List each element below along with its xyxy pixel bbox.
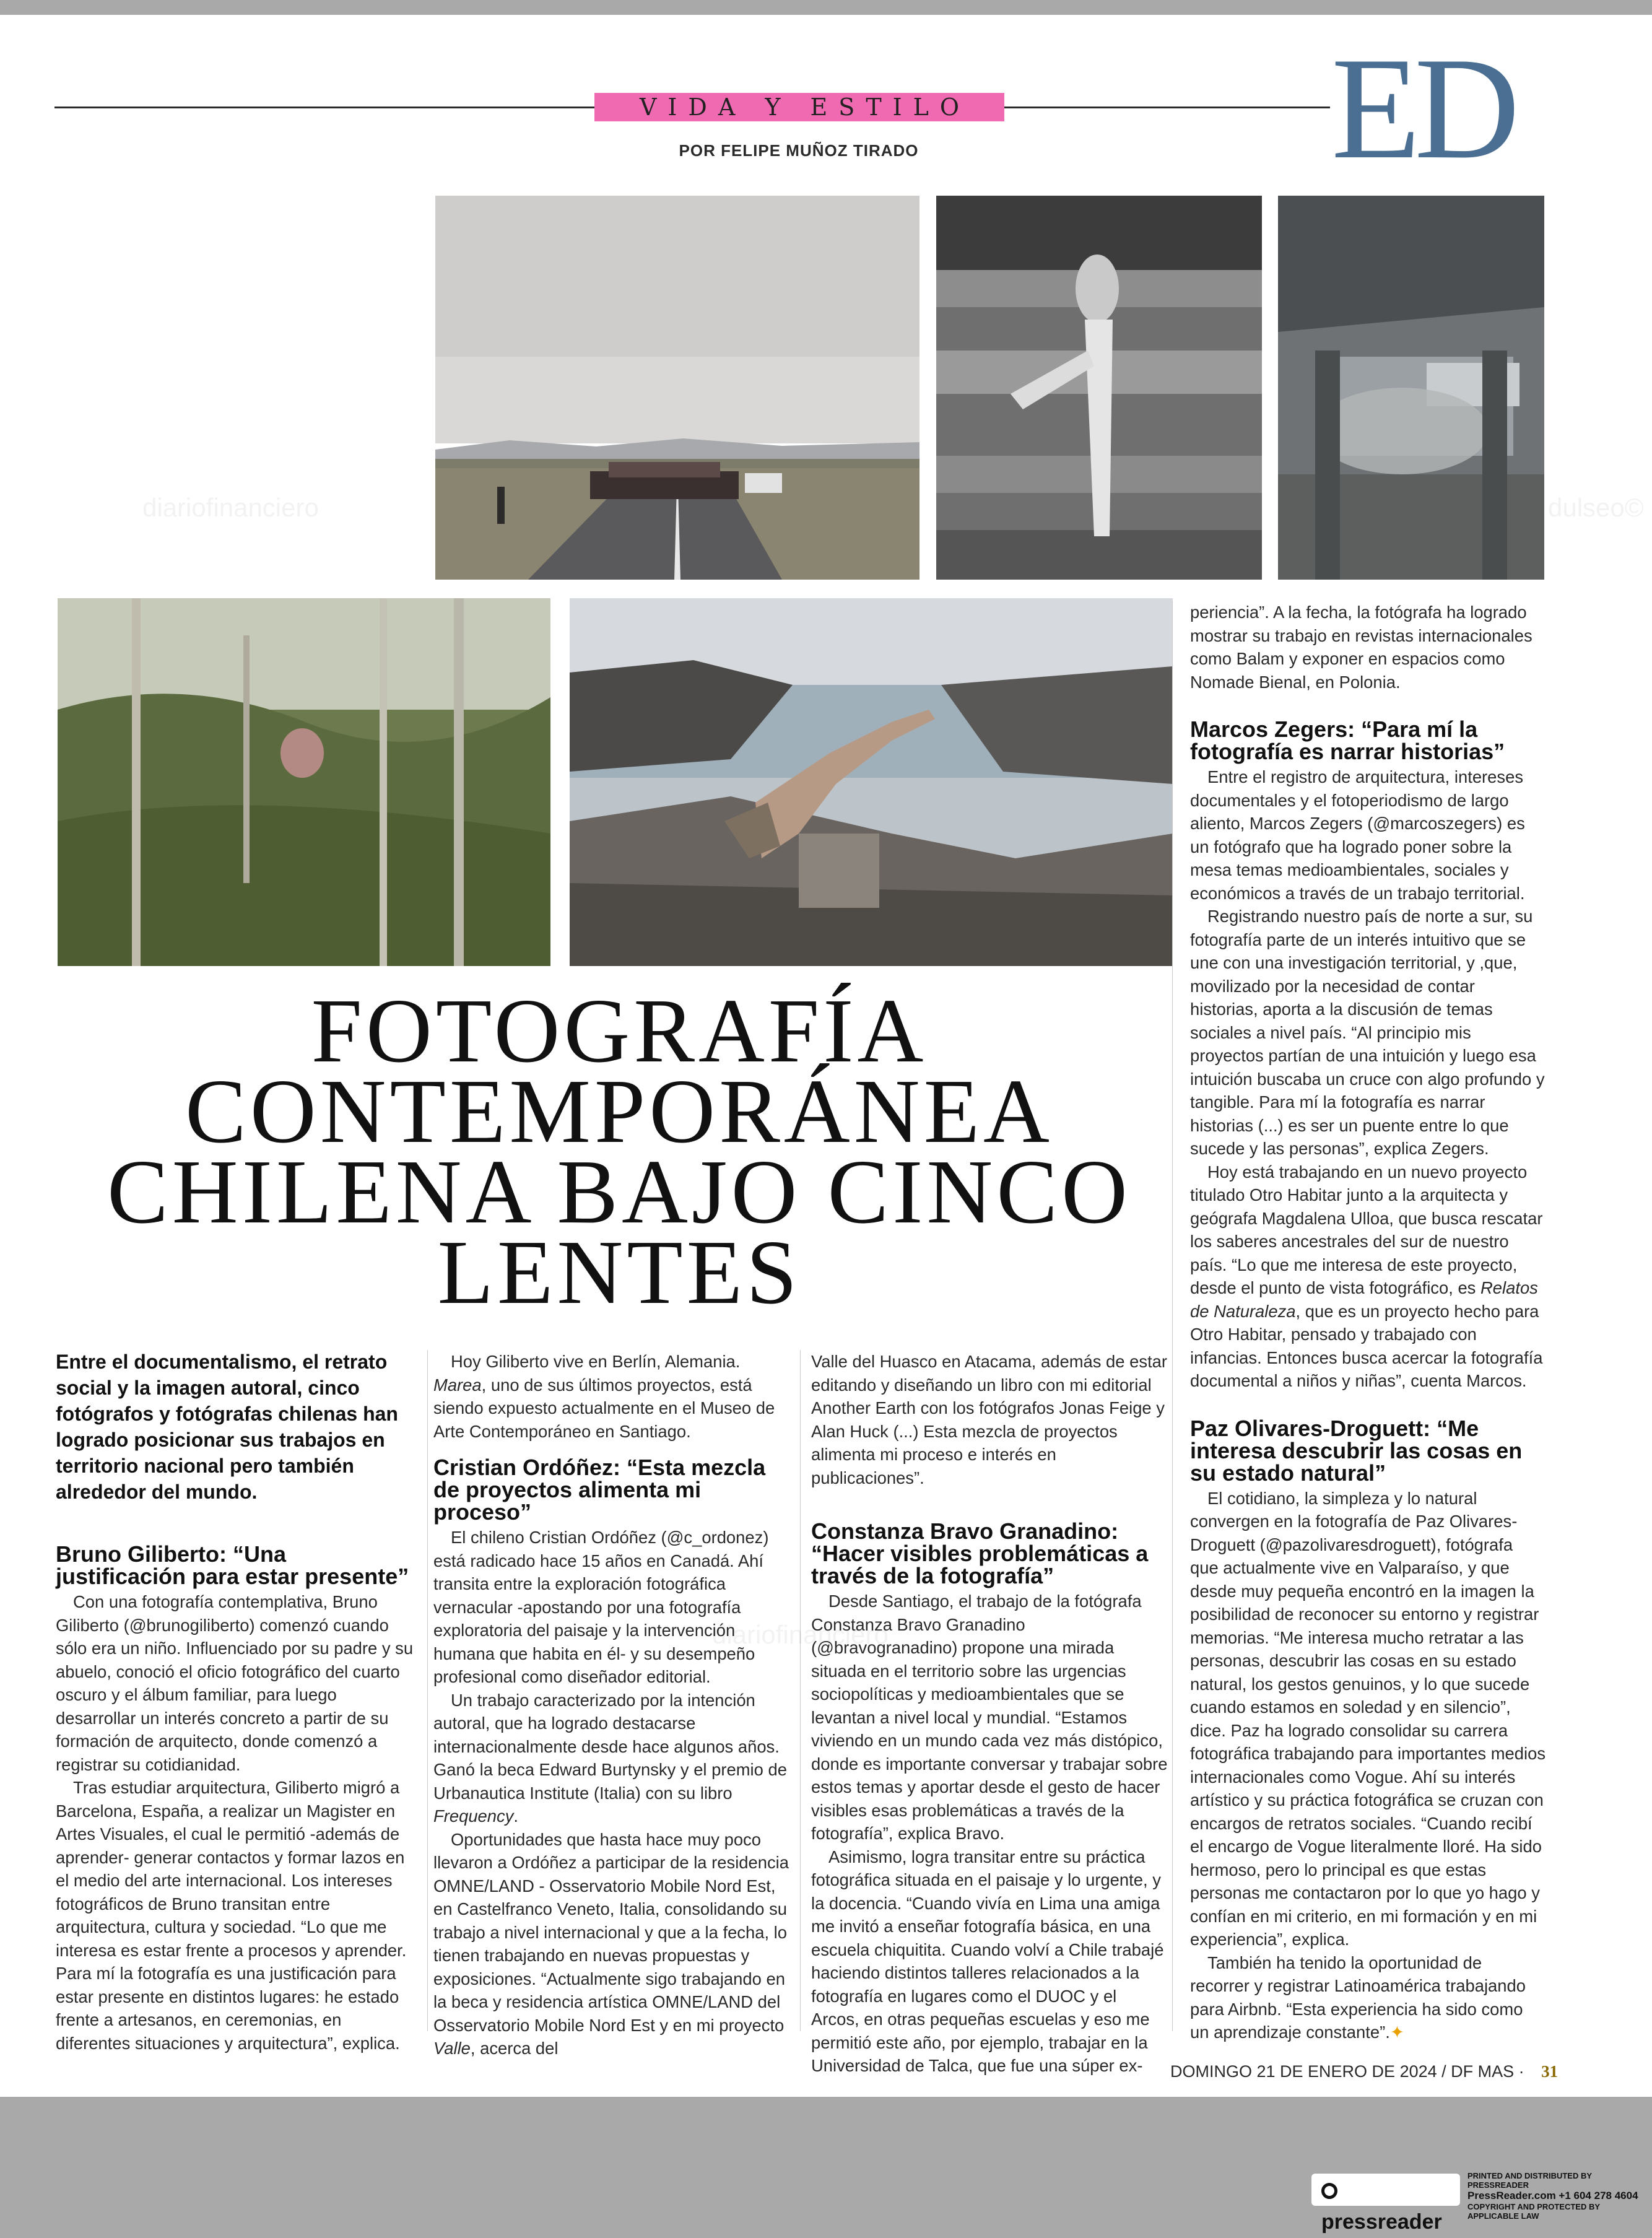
text-run: , uno de sus últimos proyectos, está siendo expuesto actualmente en el Museo de Arte Contemporáneo en Santiago. bbox=[433, 1375, 775, 1441]
body-paragraph bbox=[433, 1828, 790, 2060]
body-paragraph: Asimismo, logra transitar entre su práctica fotográfica situada en el paisaje y lo urgente, y la docencia. “Cuando vivía en Lima una amiga me invitó a enseñar fotografía básica, en una escuela chiquitita. Cuando volví a Chile trabajé haciendo distintos talleres relacionados a la fotografía en lugares como el DUOC y el Arcos, en otras pequeñas escuelas y eso me permitió este año, por ejemplo, trabajar en la Universidad de Talca, que fue una súper ex- bbox=[811, 1847, 1164, 2075]
byline: POR FELIPE MUÑOZ TIRADO bbox=[679, 141, 919, 160]
text-run: Oportunidades que hasta hace muy poco llevaron a Ordóñez a participar de la residencia OMNE/LAND - Osservatorio Mobile Nord Est, en Castelfranco Veneto, Italia, consolidando su trabajo a nivel internacional y que a la fecha, lo tienen trabajando en nuevas propuestas y exposiciones. “Actualmente sigo trabajando en la beca y residencia artística OMNE/LAND del Osservatorio Mobile Nord Est y en mi proyecto bbox=[433, 1829, 789, 2035]
body-paragraph: Con una fotografía contemplativa, Bruno Giliberto (@brunogiliberto) comenzó cuando sólo era un niño. Influenciado por su padre y su abuelo, conoció el oficio fotográfico del cuarto oscuro y el álbum familiar, para luego desarrollar un interés concreto a partir de su formación de arquitecto, donde comenzó a registrar su cotidianidad. bbox=[56, 1592, 414, 1774]
section-name: / DF MAS · bbox=[1441, 2062, 1524, 2081]
section-heading-ordonez: Cristian Ordóñez: “Esta mezcla de proyectos alimenta mi proceso” bbox=[433, 1455, 766, 1525]
body-paragraph bbox=[433, 1689, 790, 1828]
photo-forest bbox=[58, 598, 550, 966]
magazine-logo: ED bbox=[1331, 28, 1514, 189]
top-border bbox=[0, 0, 1652, 15]
column-2 bbox=[433, 1350, 790, 2060]
end-mark-icon: ✦ bbox=[1389, 2022, 1404, 2042]
body-paragraph: Valle del Huasco en Atacama, además de estar editando y diseñando un libro con mi editorial Another Earth con los fotógrafos Jonas Feige y Alan Huck (...) Esta mezcla de proyectos alimenta mi proceso e interés en publicaciones”. bbox=[811, 1352, 1168, 1487]
headline bbox=[93, 980, 1146, 1323]
pressreader-line: PRINTED AND DISTRIBUTED BY PRESSREADER bbox=[1467, 2171, 1592, 2190]
issue-date: DOMINGO 21 DE ENERO DE 2024 bbox=[1170, 2062, 1437, 2081]
body-paragraph bbox=[433, 1350, 790, 1443]
section-heading-giliberto: Bruno Giliberto: “Una justificación para estar presente” bbox=[56, 1541, 409, 1589]
body-paragraph: Desde Santiago, el trabajo de la fotógrafa Constanza Bravo Granadino (@bravogranadino) propone una mirada situada en el territorio sobre las urgencias sociopolíticas y medioambientales que se levantan a nivel local y mundial. “Estamos viviendo en un mundo cada vez más distópico, donde es importante conversar y trabajar sobre estos temas y aportar desde el gesto de hacer visibles esas problemáticas a través de la fotografía”, explica Bravo. bbox=[811, 1591, 1168, 1843]
pressreader-wordmark: pressreader bbox=[1321, 2210, 1442, 2234]
text-run: Un trabajo caracterizado por la intención autoral, que ha logrado destacarse internacionalmente desde hace algunos años. Ganó la beca Edward Burtynsky y el premio de Urbanautica Institute (Italia) con su libro bbox=[433, 1690, 787, 1803]
pressreader-icon bbox=[1321, 2183, 1337, 2199]
headline-line-2: CONTEMPORÁNEA bbox=[185, 1061, 1053, 1162]
column-1 bbox=[56, 1349, 415, 2055]
page-number: 31 bbox=[1541, 2062, 1559, 2081]
photo-road-procession bbox=[435, 196, 919, 580]
headline-line-1: FOTOGRAFÍA bbox=[311, 980, 928, 1082]
pressreader-line: PressReader.com +1 604 278 4604 bbox=[1467, 2190, 1638, 2201]
lead-paragraph: Entre el documentalismo, el retrato social y la imagen autoral, cinco fotógrafos y fotógrafas chilenas han logrado posicionar sus trabajos en territorio nacional pero también alrededor del mundo. bbox=[56, 1351, 398, 1503]
italic-title: Relatos de Naturaleza bbox=[1190, 1278, 1538, 1321]
italic-title: Marea bbox=[433, 1375, 482, 1395]
italic-title: Valle bbox=[433, 2039, 471, 2058]
body-paragraph: Tras estudiar arquitectura, Giliberto migró a Barcelona, España, a realizar un Magister en Artes Visuales, el cual le permitió -además de aprender- generar contactos y formar lazos en el medio del arte internacional. Los intereses fotográficos de Bruno transitan entre arquitectura, cultura y sociedad. “Lo que me interesa es estar frente a procesos y aprender. Para mí la fotografía es una justificación para estar presente en distintos lugares: he estado frente a artesanos, en ceremonias, en diferentes situaciones y arquitectura”, explica. bbox=[56, 1778, 407, 2053]
section-heading-bravo: Constanza Bravo Granadino: “Hacer visibles problemáticas a través de la fotografía” bbox=[811, 1518, 1149, 1588]
section-tag: VIDA Y ESTILO bbox=[594, 93, 1004, 121]
body-paragraph: periencia”. A la fecha, la fotógrafa ha logrado mostrar su trabajo en revistas internacionales como Balam y exponer en espacios como Nomade Bienal, en Polonia. bbox=[1190, 603, 1532, 692]
watermark: diariofinanciero bbox=[712, 1620, 889, 1649]
pressreader-notice bbox=[1467, 2171, 1647, 2221]
column-divider bbox=[800, 1350, 801, 2031]
page-folio bbox=[1170, 2062, 1558, 2081]
column-4 bbox=[1190, 601, 1545, 2044]
body-paragraph: Registrando nuestro país de norte a sur, su fotografía parte de un interés intuitivo que se une con una investigación territorial, y ,que, movilizado por la necesidad de contar historias, aporta a la discusión de temas sociales a nivel país. “Al principio mis proyectos partían de una intuición y luego esa intuición buscaba un cruce con algo profundo y tangible. Para mí la fotografía es narrar historias (...) es ser un puente entre lo que sucede y las personas”, explica Zegers. bbox=[1190, 907, 1545, 1158]
text-run: , acerca del bbox=[470, 2039, 559, 2058]
pressreader-logo[interactable] bbox=[1311, 2174, 1460, 2234]
body-paragraph bbox=[1190, 1951, 1545, 2044]
photo-rocks-sea bbox=[570, 598, 1173, 966]
section-heading-olivares: Paz Olivares-Droguett: “Me interesa descubrir las cosas en su estado natural” bbox=[1190, 1415, 1523, 1486]
body-paragraph: El chileno Cristian Ordóñez (@c_ordonez) está radicado hace 15 años en Canadá. Ahí transita entre la exploración fotográfica vernacular -apostando por una fotografía exploratoria del paisaje y la intervención humana que habita en él- y su desempeño profesional como diseñador editorial. bbox=[433, 1528, 769, 1686]
section-heading-zegers: Marcos Zegers: “Para mí la fotografía es narrar historias” bbox=[1190, 716, 1505, 764]
headline-line-4: LENTES bbox=[437, 1222, 801, 1323]
text-run: Hoy Giliberto vive en Berlín, Alemania. bbox=[451, 1352, 741, 1371]
body-paragraph: El cotidiano, la simpleza y lo natural convergen en la fotografía de Paz Olivares-Droguett (@pazolivaresdroguett), fotógrafa que actualmente vive en Valparaíso, y que desde muy pequeña encontró en la imagen la posibilidad de reconocer su entorno y registrar memorias. “Me interesa mucho retratar a las personas, descubrir las cosas en su estado natural, los gestos genuinos, y lo que sucede cuando estamos en soledad y en silencio”, dice. Paz ha logrado consolidar su carrera fotográfica trabajando para importantes medios internacionales como Vogue. Ahí su interés artístico y su práctica fotográfica se cruzan con encargos de retratos sociales. “Cuando recibí el encargo de Vogue literalmente lloré. Ha sido hermoso, pero lo principal es que estas personas me contactaron por lo que yo hago y confían en mi criterio, en mi formación y en mi experiencia”, explica. bbox=[1190, 1488, 1546, 1949]
text-run: , que es un proyecto hecho para Otro Habitar, pensado y trabajado con infancias. Entonces busca acercar la fotografía documental a niños y niñas”, cuenta Marcos. bbox=[1190, 1301, 1543, 1390]
watermark: diariofinanciero bbox=[142, 493, 319, 522]
body-paragraph: Entre el registro de arquitectura, intereses documentales y el fotoperiodismo de largo aliento, Marcos Zegers (@marcoszegers) es un fotógrafo que ha logrado poner sobre la mesa temas medioambientales, sociales y económicos a través de un trabajo territorial. bbox=[1190, 767, 1525, 903]
text-run: También ha tenido la oportunidad de recorrer y registrar Latinoamérica trabajando para Airbnb. “Esta experiencia ha sido como un aprendizaje constante”. bbox=[1190, 1953, 1526, 2042]
italic-title: Frequency bbox=[433, 1806, 514, 1826]
headline-line-3: CHILENA BAJO CINCO bbox=[107, 1141, 1131, 1243]
column-divider bbox=[427, 1350, 428, 2031]
text-run: Hoy está trabajando en un nuevo proyecto titulado Otro Habitar junto a la arquitecta y geógrafa Magdalena Ulloa, que busca rescatar los saberes ancestrales del sur de nuestro país. “Lo que me interesa de este proyecto, desde el punto de vista fotográfico, es bbox=[1190, 1162, 1543, 1297]
watermark: dulseo© bbox=[1548, 493, 1644, 522]
text-run: . bbox=[513, 1806, 519, 1826]
column-divider bbox=[1172, 601, 1173, 2031]
column-3 bbox=[811, 1350, 1168, 2078]
photo-building-smoke bbox=[1278, 196, 1544, 580]
photo-arm-wood bbox=[936, 196, 1262, 580]
pressreader-line: COPYRIGHT AND PROTECTED BY APPLICABLE LAW bbox=[1467, 2202, 1600, 2221]
body-paragraph bbox=[1190, 1160, 1545, 1393]
